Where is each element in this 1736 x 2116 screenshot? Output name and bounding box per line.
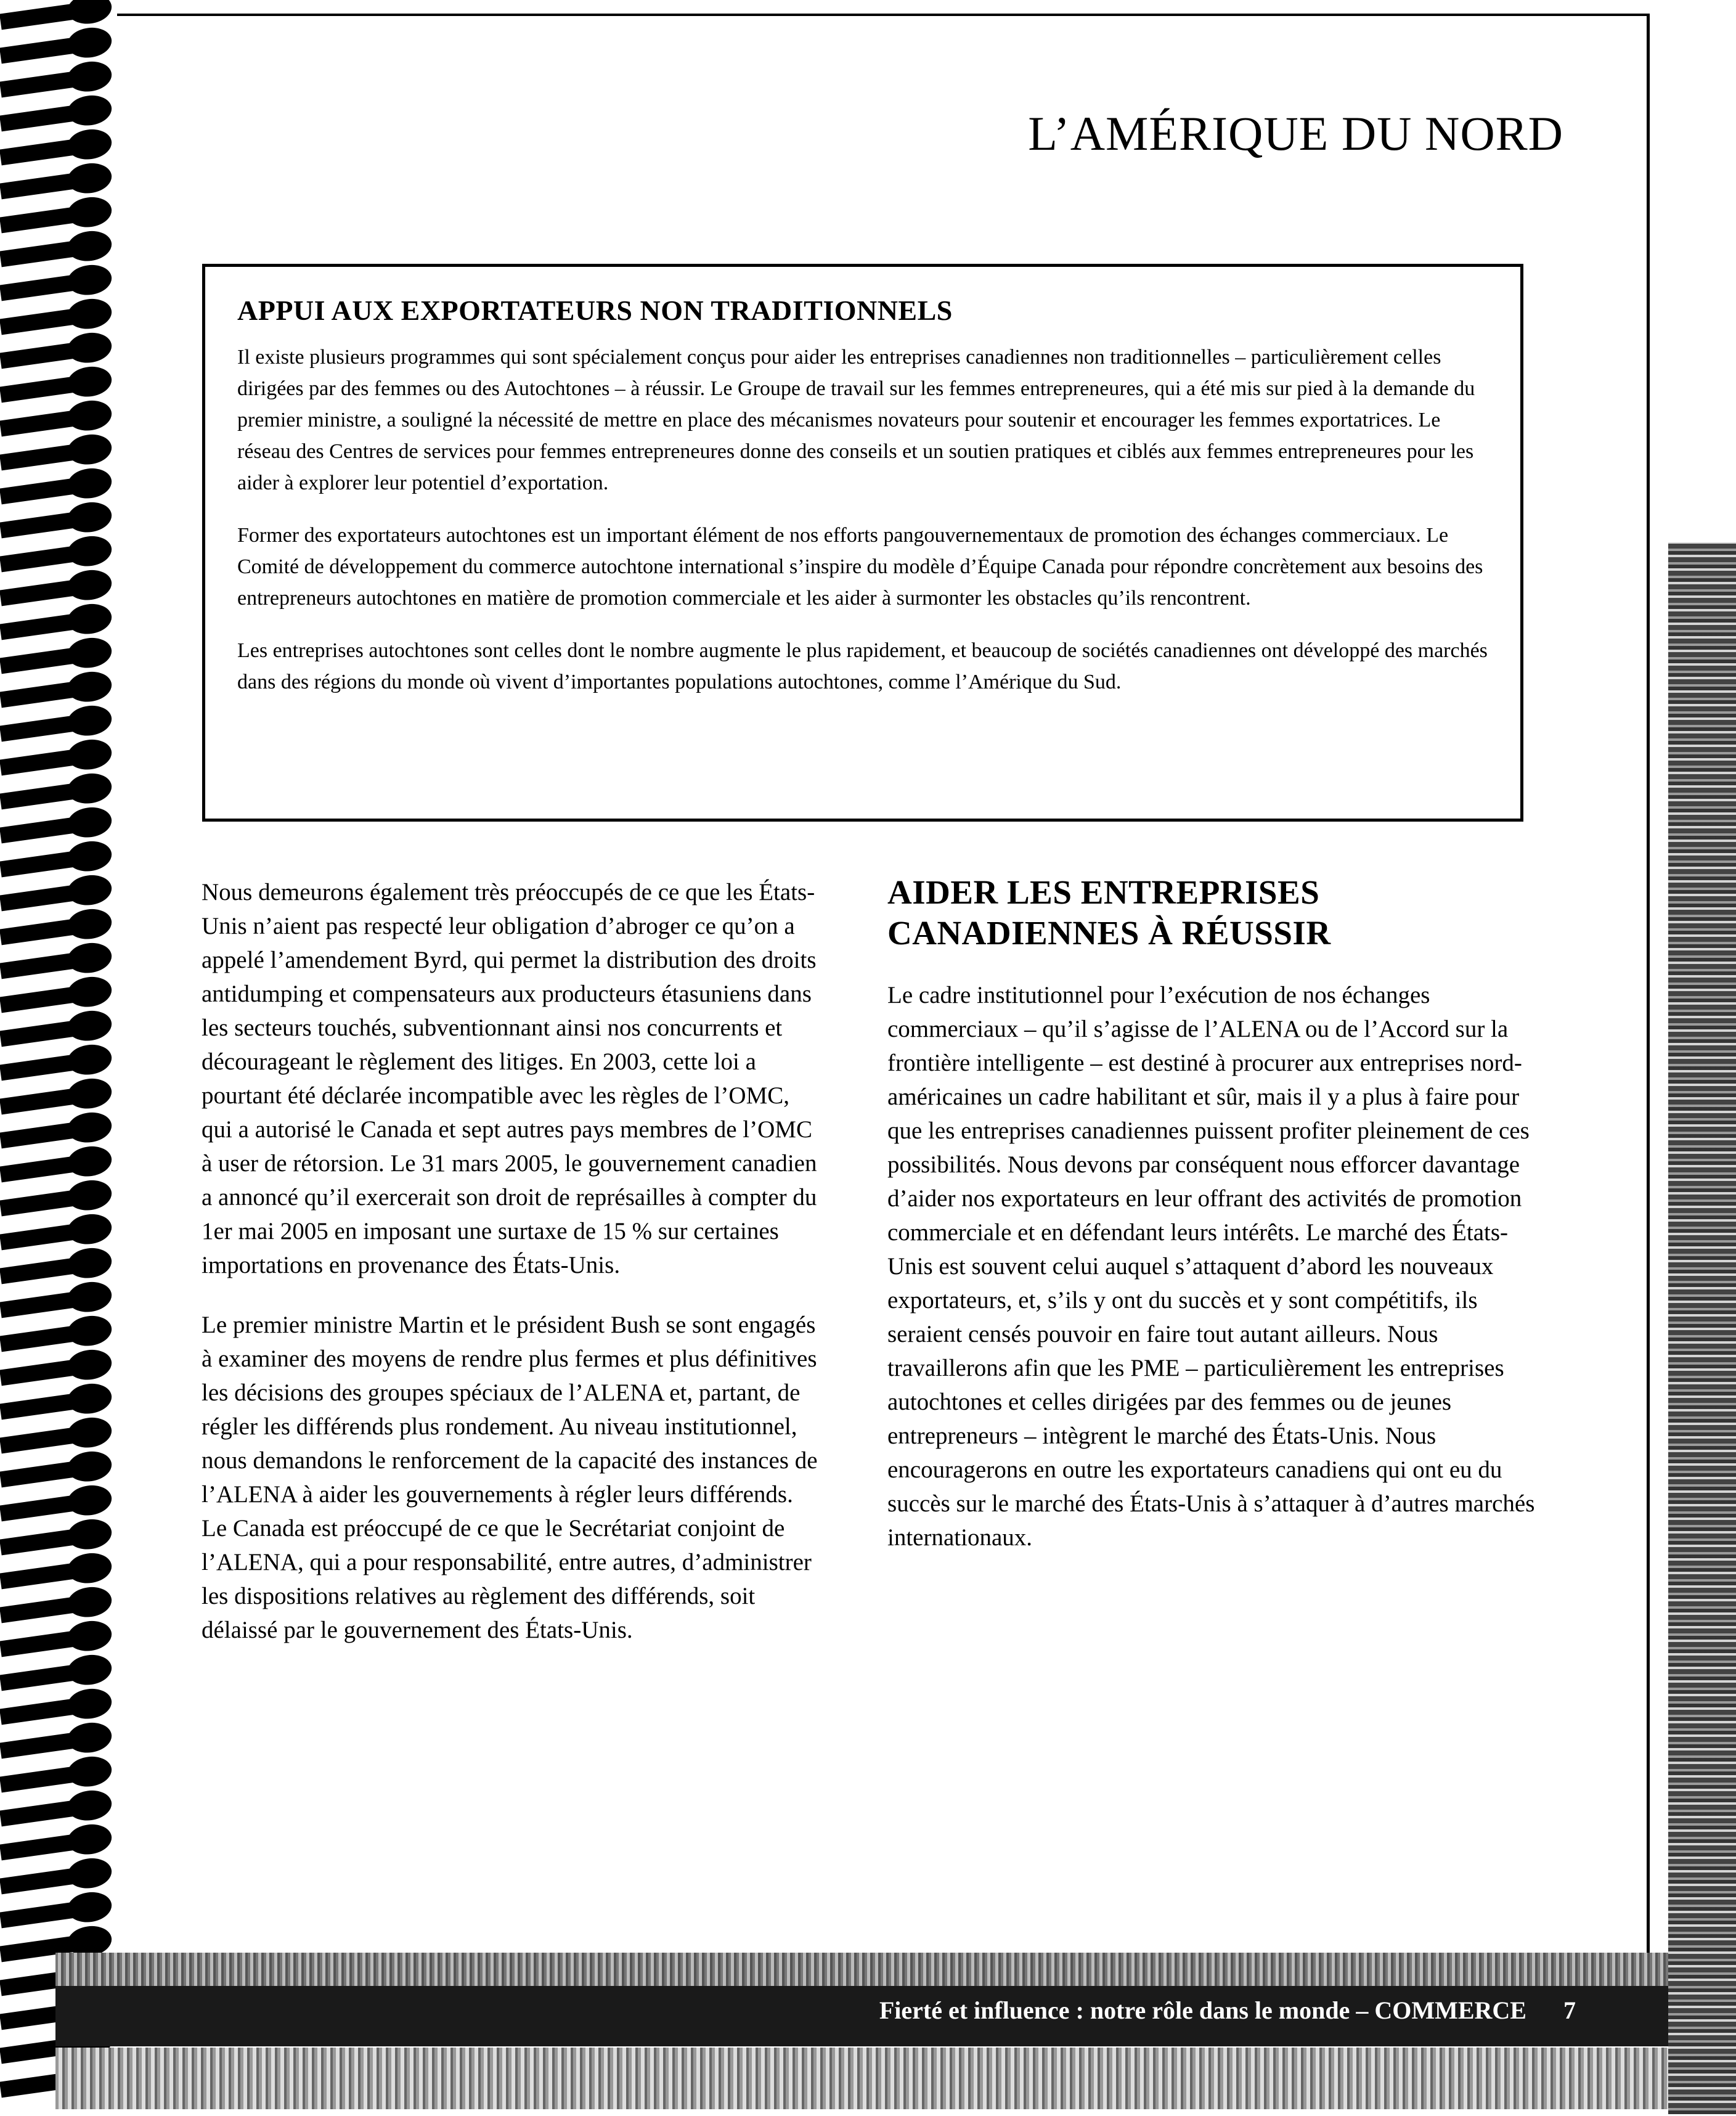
spiral-coil — [0, 1456, 112, 1488]
spiral-coil — [0, 1253, 112, 1285]
section-heading: AIDER LES ENTREPRISES CANADIENNES À RÉUSSIR — [887, 873, 1331, 952]
spiral-coil — [0, 1829, 112, 1861]
spiral-coil — [0, 745, 112, 776]
footer-texture-bottom — [55, 2048, 1668, 2109]
page-number: 7 — [1563, 1996, 1576, 2024]
spiral-coil — [0, 541, 112, 573]
spiral-coil — [0, 406, 112, 437]
body-paragraph: Nous demeurons également très préoccupés de ce que les États-Unis n’aient pas respecté leur obligation d’abroger ce qu’on a appelé l’amendement Byrd, qui permet la distribution des droits antidumping et compensateurs aux producteurs étasuniens dans les secteurs touchés, subventionnant ainsi nos concurrents et décourageant le règlement des litiges. En 2003, cette loi a pourtant été déclarée incompatible avec les règles de l’OMC, qui a autorisé le Canada et sept autres pays membres de l’OMC à user de rétorsion. Le 31 mars 2005, le gouvernement canadien a annoncé qu’il exercerait son droit de représailles à compter du 1er mai 2005 en imposant une surtaxe de 15 % sur certaines importations en provenance des États-Unis. — [202, 879, 817, 1278]
sidebar-paragraph: Les entreprises autochtones sont celles dont le nombre augmente le plus rapidement, et beaucoup de sociétés canadiennes ont développé des marchés dans des régions du monde où vivent d’importantes populations autochtones, comme l’Amérique du Sud. — [237, 639, 1488, 693]
spiral-coil — [0, 507, 112, 539]
spiral-coil — [0, 982, 112, 1013]
spiral-coil — [0, 711, 112, 742]
left-column — [202, 875, 818, 1673]
spiral-coil — [0, 575, 112, 607]
footer-bar — [55, 1986, 1668, 2046]
spiral-coil — [0, 1050, 112, 1081]
spiral-coil — [0, 1558, 112, 1590]
spiral-coil — [0, 473, 112, 505]
sidebar-box — [202, 264, 1523, 822]
page-border-right — [1647, 14, 1650, 1955]
spiral-coil — [0, 202, 112, 234]
spiral-coil — [0, 1117, 112, 1149]
spiral-coil — [0, 372, 112, 403]
footer-title: Fierté et influence : notre rôle dans le monde – COMMERCE — [879, 1996, 1526, 2024]
body-paragraph: Le cadre institutionnel pour l’exécution de nos échanges commerciaux – qu’il s’agisse de l’ALENA ou de l’Accord sur la frontière intelligente – est destiné à procurer aux entreprises nord-américaines un cadre habilitant et sûr, mais il y a plus à faire pour que les entreprises canadiennes puissent profiter pleinement de ces possibilités. Nous devons par conséquent nous efforcer davantage d’aider nos exportateurs en leur offrant des activités de promotion commerciale et en défendant leurs intérêts. Le marché des États-Unis est souvent celui auquel s’attaquent d’abord les nouveaux exportateurs, et, s’ils y ont du succès et y sont compétitifs, ils seraient censés pouvoir en faire tout autant ailleurs. Nous travaillerons afin que les PME – particulièrement les entreprises autochtones et celles dirigées par des femmes ou de jeunes entrepreneurs – intègrent le marché des États-Unis. Nous encouragerons en outre les exportateurs canadiens qui ont eu du succès sur le marché des États-Unis à s’attaquer à d’autres marchés internationaux. — [887, 982, 1535, 1551]
spiral-coil — [0, 1694, 112, 1725]
spiral-coil — [0, 270, 112, 301]
spiral-coil — [0, 1592, 112, 1624]
spiral-coil — [0, 914, 112, 946]
spiral-coil — [0, 778, 112, 810]
spiral-coil — [0, 338, 112, 369]
spiral-coil — [0, 100, 112, 132]
page-border-top — [117, 14, 1650, 16]
spiral-coil — [0, 1728, 112, 1759]
spiral-coil — [0, 1219, 112, 1251]
spiral-coil — [0, 880, 112, 912]
spiral-coil — [0, 1016, 112, 1047]
right-column — [887, 875, 1541, 1580]
spiral-coil — [0, 439, 112, 471]
sidebar-heading: APPUI AUX EXPORTATEURS NON TRADITIONNELS — [237, 295, 953, 326]
spiral-coil — [0, 948, 112, 979]
spiral-coil — [0, 846, 112, 878]
spiral-coil — [0, 33, 112, 64]
sidebar-paragraph: Il existe plusieurs programmes qui sont spécialement conçus pour aider les entreprises canadiennes non traditionnelles – particulièrement celles dirigées par des femmes ou des Autochtones – à réussir. Le Groupe de travail sur les femmes entrepreneures, qui a été mis sur pied à la demande du premier ministre, a souligné la nécessité de mettre en place des mécanismes novateurs pour soutenir et encourager les femmes exportatrices. Le réseau des Centres de services pour femmes entrepreneures donne des conseils et un soutien pratiques et ciblés aux femmes entrepreneures pour les aider à explorer leur potentiel d’exportation. — [237, 346, 1475, 494]
spiral-coil — [0, 1423, 112, 1454]
spiral-coil — [0, 1321, 112, 1352]
spiral-coil — [0, 609, 112, 640]
spiral-coil — [0, 134, 112, 166]
spiral-coil — [0, 677, 112, 708]
page-edge-shadow — [1668, 542, 1736, 2114]
spiral-coil — [0, 1355, 112, 1386]
spiral-coil — [0, 1863, 112, 1895]
page-title: L’AMÉRIQUE DU NORD — [1028, 107, 1563, 161]
spiral-coil — [0, 1151, 112, 1183]
spiral-coil — [0, 0, 112, 30]
spiral-coil — [0, 1084, 112, 1115]
sidebar-paragraph: Former des exportateurs autochtones est un important élément de nos efforts pangouvernementaux de promotion des échanges commerciaux. Le Comité de développement du commerce autochtone international s’inspire du modèle d’Équipe Canada pour répondre concrètement aux besoins des entrepreneurs autochtones en matière de promotion commerciale et les aider à surmonter les obstacles qu’ils rencontrent. — [237, 524, 1483, 610]
spiral-coil — [0, 1185, 112, 1217]
spiral-coil — [0, 1795, 112, 1827]
spiral-coil — [0, 812, 112, 844]
spiral-coil — [0, 1660, 112, 1691]
spiral-coil — [0, 1287, 112, 1318]
spiral-coil — [0, 168, 112, 200]
spiral-coil — [0, 1626, 112, 1657]
spiral-coil — [0, 304, 112, 335]
spiral-coil — [0, 1524, 112, 1556]
spiral-coil — [0, 643, 112, 674]
spiral-coil — [0, 67, 112, 98]
spiral-binding — [0, 0, 117, 2116]
spiral-coil — [0, 1490, 112, 1522]
spiral-coil — [0, 1389, 112, 1420]
spiral-coil — [0, 1762, 112, 1793]
body-paragraph: Le premier ministre Martin et le président Bush se sont engagés à examiner des moyens de rendre plus fermes et plus définitives les décisions des groupes spéciaux de l’ALENA et, partant, de régler les différends plus rondement. Au niveau institutionnel, nous demandons le renforcement de la capacité des instances de l’ALENA à aider les gouvernements à régler leurs différends. Le Canada est préoccupé de ce que le Secrétariat conjoint de l’ALENA, qui a pour responsabilité, entre autres, d’administrer les dispositions relatives au règlement des différends, soit délaissé par le gouvernement des États-Unis. — [202, 1312, 818, 1643]
spiral-coil — [0, 236, 112, 268]
spiral-coil — [0, 1897, 112, 1929]
